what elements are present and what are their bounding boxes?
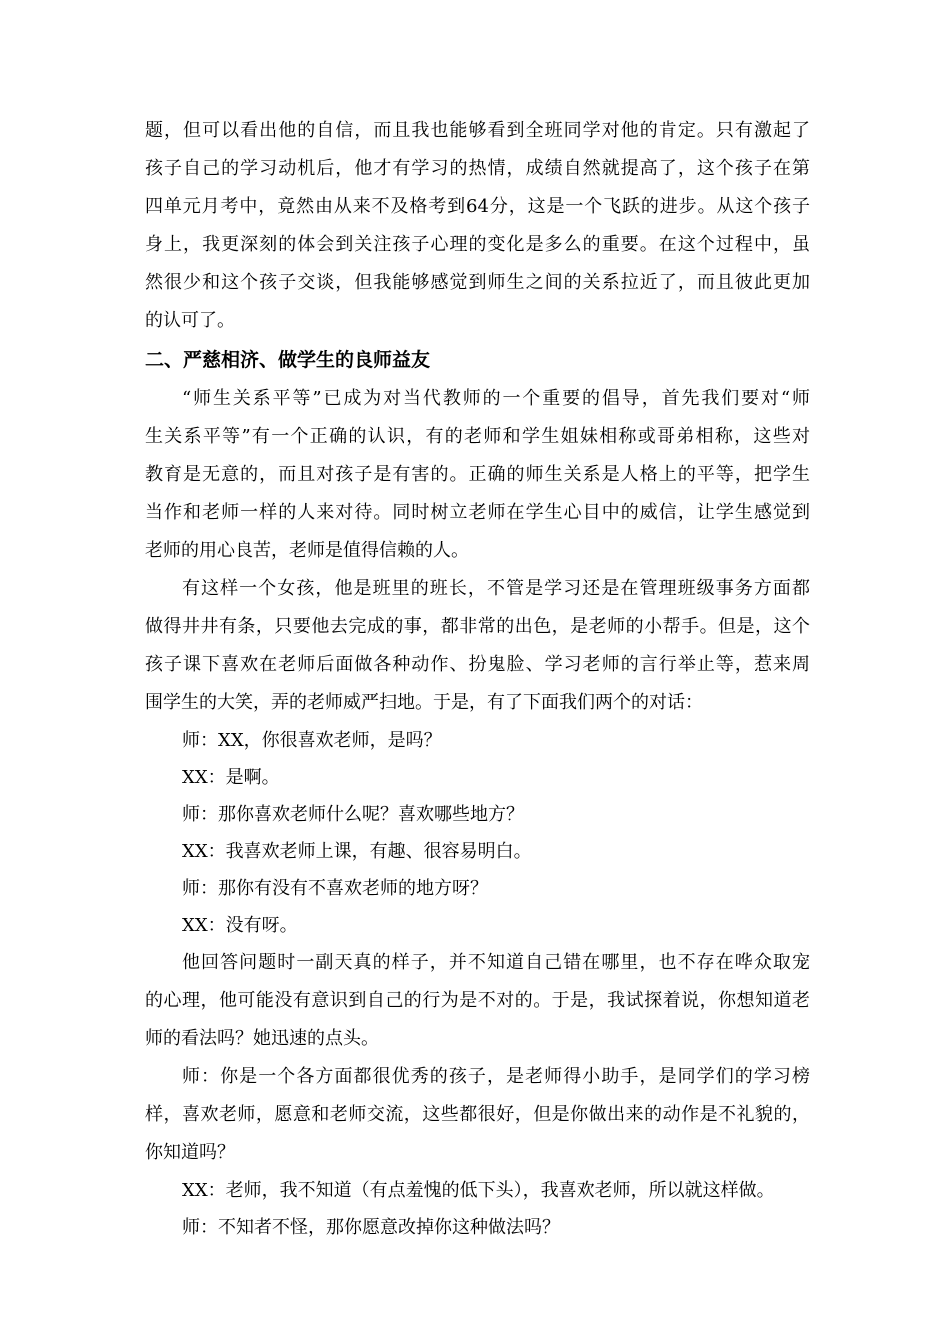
section-heading: 二、严慈相济、做学生的良师益友 [145,349,431,371]
text-line: 然很少和这个孩子交谈，但我能够感觉到师生之间的关系拉近了，而且彼此更加 [145,272,810,293]
dialog-line: 师：那你喜欢老师什么呢？喜欢哪些地方？ [182,804,524,825]
text-line: 孩子课下喜欢在老师后面做各种动作、扮鬼脸、学习老师的言行举止等，惹来周 [145,654,810,675]
paragraph-2 [145,380,810,570]
text-line: 样，喜欢老师，愿意和老师交流，这些都很好，但是你做出来的动作是不礼貌的， [145,1104,810,1125]
text-line: 他回答问题时一副天真的样子，并不知道自己错在哪里，也不存在哗众取宠 [182,952,810,973]
dialog-line: 师：那你有没有不喜欢老师的地方呀？ [182,878,488,899]
dialog-line: XX：老师，我不知道（有点羞愧的低下头），我喜欢老师，所以就这样做。 [182,1180,775,1201]
text-line: 当作和老师一样的人来对待。同时树立老师在学生心目中的威信，让学生感觉到 [145,502,810,523]
text-line: 生关系平等”有一个正确的认识，有的老师和学生姐妹相称或哥弟相称，这些对 [145,426,810,447]
dialog-line: XX：我喜欢老师上课，有趣、很容易明白。 [182,841,532,862]
text-line: 师：你是一个各方面都很优秀的孩子，是老师得小助手，是同学们的学习榜 [182,1066,810,1087]
text-line: 老师的用心良苦，老师是值得信赖的人。 [145,540,469,561]
dialog-block-1 [145,722,810,944]
paragraph-4 [145,944,810,1058]
text-line: 围学生的大笑，弄的老师威严扫地。于是，有了下面我们两个的对话： [145,692,703,713]
text-line: 题，但可以看出他的自信，而且我也能够看到全班同学对他的肯定。只有激起了 [145,120,810,141]
text-line: 做得井井有条，只要他去完成的事，都非常的出色，是老师的小帮手。但是，这个 [145,616,810,637]
text-line: 的心理，他可能没有意识到自己的行为是不对的。于是，我试探着说，你想知道老 [145,990,810,1011]
text-line: 四单元月考中，竟然由从来不及格考到64分，这是一个飞跃的进步。从这个孩子 [145,196,810,217]
text-line: 孩子自己的学习动机后，他才有学习的热情，成绩自然就提高了，这个孩子在第 [145,158,810,179]
text-line: 教育是无意的，而且对孩子是有害的。正确的师生关系是人格上的平等，把学生 [145,464,810,485]
text-line: “师生关系平等”已成为对当代教师的一个重要的倡导，首先我们要对“师 [182,388,810,409]
text-line: 有这样一个女孩，他是班里的班长，不管是学习还是在管理班级事务方面都 [182,578,810,599]
dialog-line: XX：是啊。 [182,767,280,788]
dialog-block-2 [145,1172,810,1246]
text-line: 你知道吗？ [145,1142,235,1163]
paragraph-1 [145,112,810,340]
document-page [145,112,810,1246]
text-line: 师的看法吗？她迅速的点头。 [145,1028,379,1049]
dialog-line: 师：XX，你很喜欢老师，是吗？ [182,730,442,751]
dialog-line: 师：不知者不怪，那你愿意改掉你这种做法吗？ [182,1217,560,1238]
paragraph-5 [145,1058,810,1172]
text-line: 的认可了。 [145,310,235,331]
dialog-line: XX：没有呀。 [182,915,298,936]
text-line: 身上，我更深刻的体会到关注孩子心理的变化是多么的重要。在这个过程中，虽 [145,234,810,255]
paragraph-3 [145,570,810,722]
